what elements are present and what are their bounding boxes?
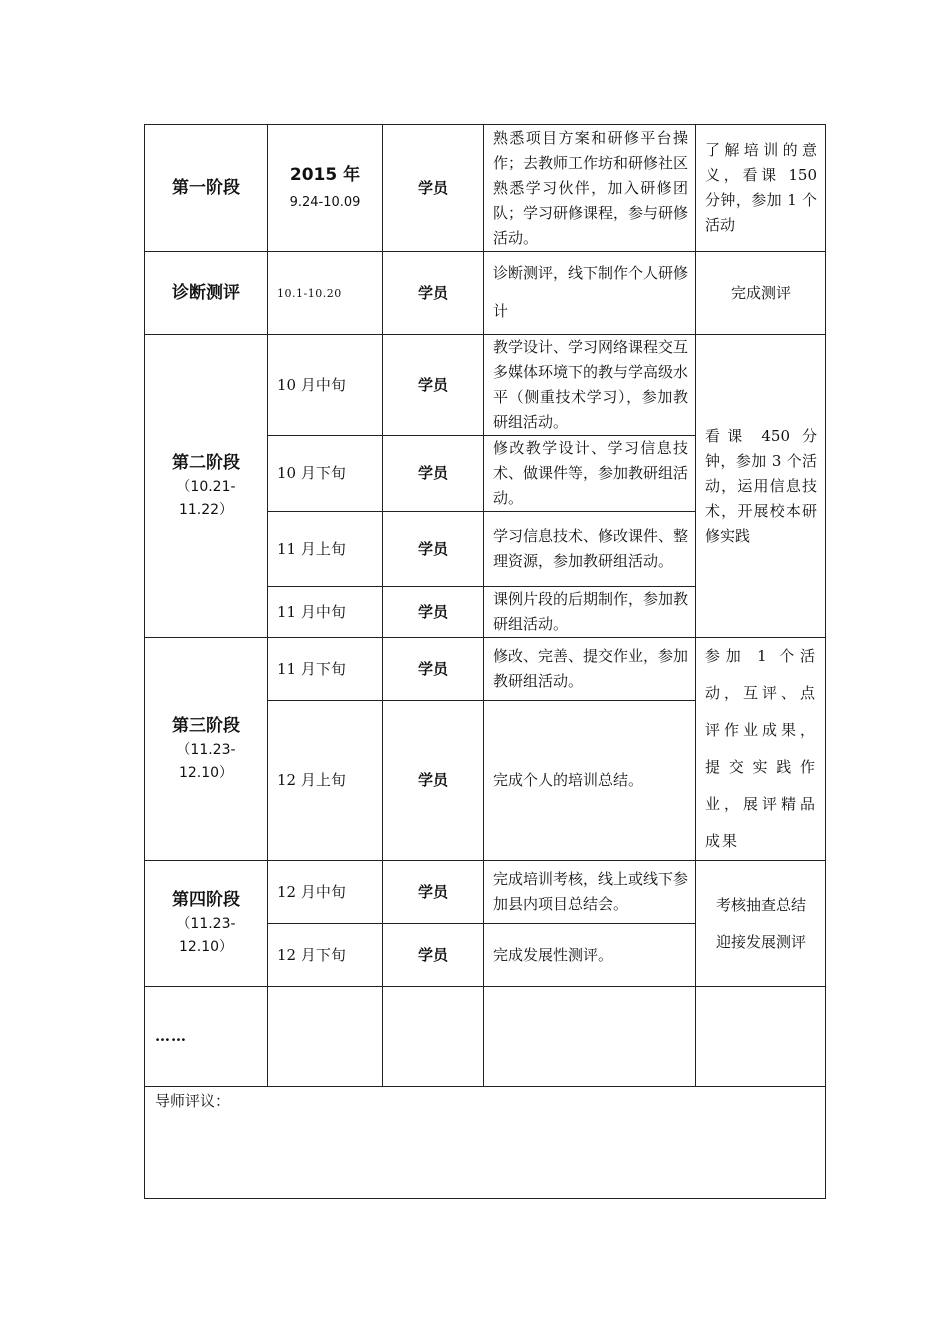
stage-cell [145, 125, 268, 252]
training-plan-table [144, 124, 826, 1199]
stage-name: 第二阶段 [172, 452, 240, 473]
goal-cell [696, 861, 826, 987]
role-cell: 学员 [383, 638, 484, 701]
empty-cell [383, 987, 484, 1087]
task-cell: 学习信息技术、修改课件、整理资源，参加教研组活动。 [484, 512, 696, 587]
stage-date-end: 12.10） [178, 939, 234, 955]
stage-date-end: 11.22） [178, 501, 234, 518]
time-cell: 12 月上旬 [268, 701, 383, 861]
empty-cell [696, 987, 826, 1087]
role-cell: 学员 [383, 701, 484, 861]
task-cell: 完成培训考核，线上或线下参加县内项目总结会。 [484, 861, 696, 924]
role-cell: 学员 [383, 436, 484, 512]
stage-date-end: 12.10） [178, 764, 234, 781]
task-cell: 修改教学设计、学习信息技术、做课件等，参加教研组活动。 [484, 436, 696, 512]
role-cell: 学员 [383, 587, 484, 638]
time-cell [268, 252, 383, 335]
stage-cell [145, 638, 268, 861]
table-row [145, 125, 826, 252]
review-row [145, 1087, 826, 1199]
goal-cell: 看课 450 分钟，参加 3 个活动，运用信息技术，开展校本研修实践 [696, 335, 826, 638]
empty-cell [268, 987, 383, 1087]
time-cell: 10 月中旬 [268, 335, 383, 436]
role-cell: 学员 [383, 512, 484, 587]
time-cell: 10 月下旬 [268, 436, 383, 512]
mentor-review-label: 导师评议： [155, 1092, 231, 1110]
empty-cell [484, 987, 696, 1087]
table-row [145, 638, 826, 701]
date-range: 9.24-10.09 [289, 195, 361, 210]
role-cell: 学员 [383, 924, 484, 987]
more-rows-ellipsis: …… [145, 987, 268, 1087]
stage-cell [145, 861, 268, 987]
stage-name: 诊断测评 [172, 282, 240, 303]
time-cell [268, 125, 383, 252]
table-row [145, 252, 826, 335]
time-cell: 11 月上旬 [268, 512, 383, 587]
role-cell: 学员 [383, 861, 484, 924]
table-row [145, 335, 826, 436]
stage-cell [145, 335, 268, 638]
stage-name: 第三阶段 [172, 715, 240, 736]
role-cell: 学员 [383, 125, 484, 252]
stage-name: 第四阶段 [172, 890, 240, 910]
stage-date-start: （10.21- [176, 478, 236, 495]
task-cell: 诊断测评，线下制作个人研修计 [484, 252, 696, 335]
year-label: 2015 年 [289, 165, 361, 185]
date-range: 10.1-10.20 [277, 287, 342, 300]
task-cell: 完成个人的培训总结。 [484, 701, 696, 861]
goal-line-2: 迎接发展测评 [715, 932, 806, 951]
stage-date-start: （11.23- [176, 741, 236, 758]
task-cell: 熟悉项目方案和研修平台操作；去教师工作坊和研修社区熟悉学习伙伴，加入研修团队；学习研修课程，参与研修活动。 [484, 125, 696, 252]
task-cell: 课例片段的后期制作，参加教研组活动。 [484, 587, 696, 638]
time-cell: 12 月下旬 [268, 924, 383, 987]
mentor-review-cell[interactable] [145, 1087, 826, 1199]
goal-cell: 参加 1 个活动，互评、点评作业成果，提交实践作业，展评精品成果 [696, 638, 826, 861]
task-cell: 教学设计、学习网络课程交互多媒体环境下的教与学高级水平（侧重技术学习），参加教研组活动。 [484, 335, 696, 436]
task-cell: 完成发展性测评。 [484, 924, 696, 987]
stage-name: 第一阶段 [172, 177, 240, 198]
time-cell: 11 月下旬 [268, 638, 383, 701]
table-row [145, 861, 826, 924]
time-cell: 12 月中旬 [268, 861, 383, 924]
stage-cell [145, 252, 268, 335]
role-cell: 学员 [383, 335, 484, 436]
goal-line-1: 考核抽查总结 [715, 895, 806, 914]
task-cell: 修改、完善、提交作业，参加教研组活动。 [484, 638, 696, 701]
goal-cell: 了解培训的意义，看课 150 分钟，参加 1 个活动 [696, 125, 826, 252]
role-cell: 学员 [383, 252, 484, 335]
goal-cell: 完成测评 [696, 252, 826, 335]
time-cell: 11 月中旬 [268, 587, 383, 638]
table-row [145, 987, 826, 1087]
stage-date-start: （11.23- [176, 916, 236, 932]
